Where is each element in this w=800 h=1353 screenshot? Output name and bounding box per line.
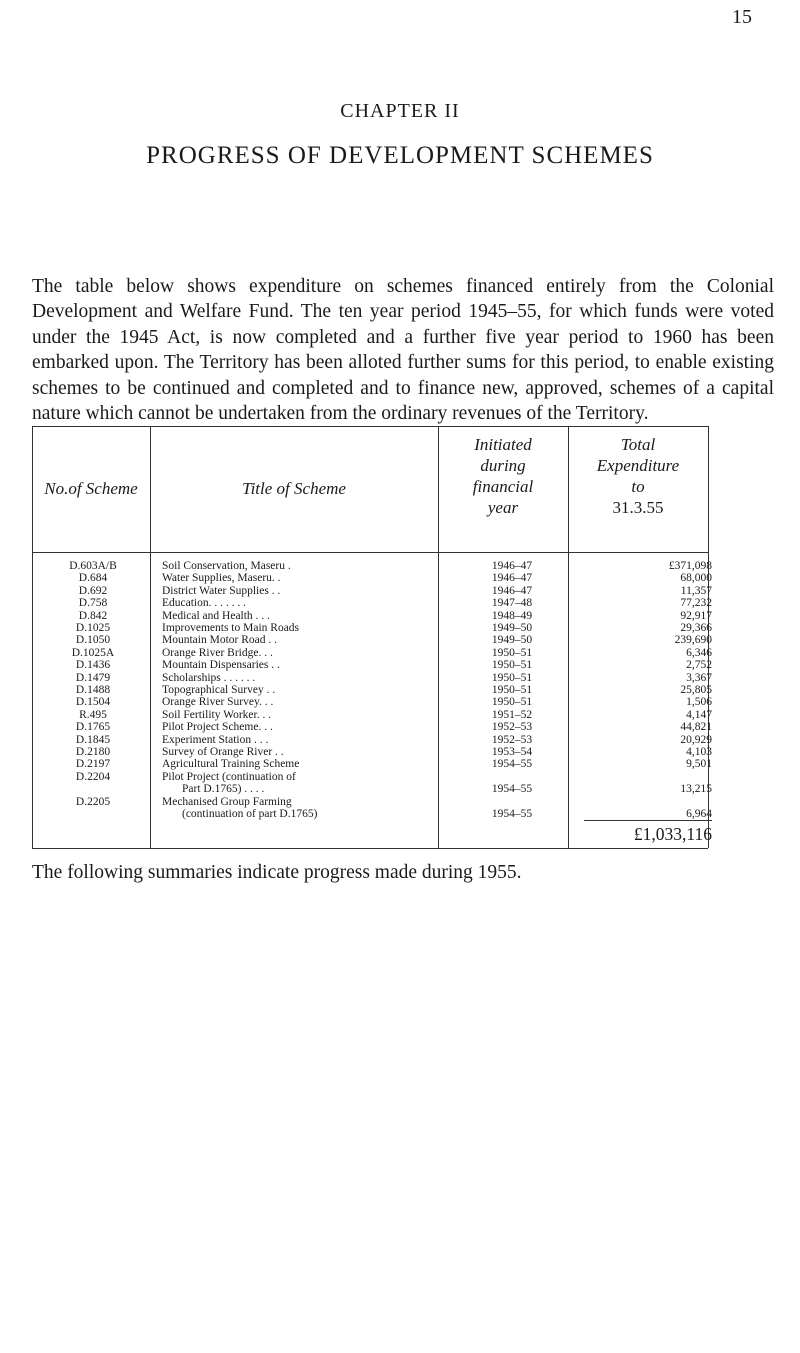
- page-title: PROGRESS OF DEVELOPMENT SCHEMES: [146, 142, 654, 169]
- cell-scheme-no: D.692: [78, 584, 108, 597]
- cell-expenditure: 1,506: [686, 696, 712, 709]
- cell-scheme-title: Education. . . . . . .: [162, 597, 246, 610]
- expenditure-table-continued: [32, 426, 778, 850]
- cell-scheme-title: Experiment Station . . .: [162, 733, 269, 746]
- cell-year: 1950–51: [491, 671, 533, 684]
- cell-year: 1950–51: [491, 684, 533, 696]
- cell-year: 1952–53: [491, 733, 533, 746]
- header-exp-line-3: to: [631, 477, 645, 496]
- cell-scheme-no: D.2180: [75, 746, 111, 758]
- cell-expenditure: 29,366: [680, 622, 712, 634]
- cell-scheme-title: (continuation of part D.1765): [182, 808, 318, 820]
- cell-expenditure: 77,232: [680, 597, 712, 610]
- header-year-line-1: Initiated: [474, 435, 532, 454]
- cell-year: 1949–50: [491, 622, 533, 634]
- cell-scheme-title: Pilot Project Scheme. . .: [162, 721, 273, 734]
- cell-scheme-title: Soil Conservation, Maseru .: [162, 560, 291, 572]
- cell-year: 1950–51: [491, 659, 533, 672]
- header-exp-line-1: Total: [620, 435, 656, 454]
- cell-scheme-title: Orange River Survey. . .: [162, 696, 274, 709]
- cell-scheme-no: D.1025: [75, 622, 111, 634]
- cell-expenditure: 11,357: [680, 584, 712, 597]
- cell-expenditure: 25,805: [680, 684, 712, 696]
- cell-scheme-title: Water Supplies, Maseru. .: [162, 572, 281, 585]
- cell-scheme-title: Soil Fertility Worker. . .: [162, 708, 272, 721]
- cell-scheme-no: D.758: [78, 597, 108, 610]
- cell-scheme-no: D.603A/B: [69, 560, 117, 572]
- cell-scheme-no: D.1845: [75, 733, 111, 746]
- cell-scheme-no: D.684: [78, 572, 108, 585]
- cell-expenditure: 9,501: [686, 758, 712, 771]
- cell-scheme-title: District Water Supplies . .: [162, 584, 281, 597]
- cell-expenditure: 68,000: [680, 572, 712, 585]
- cell-scheme-no: D.2204: [75, 770, 111, 783]
- cell-scheme-no: D.1488: [75, 684, 111, 696]
- cell-expenditure: 4,147: [686, 708, 712, 721]
- page-number: 15: [732, 6, 752, 28]
- cell-expenditure: £371,098: [668, 560, 712, 572]
- cell-scheme-title: Orange River Bridge. . .: [162, 646, 273, 659]
- cell-scheme-no: D.1504: [75, 696, 111, 709]
- header-exp-line-4: 31.3.55: [612, 498, 664, 517]
- header-exp-line-2: Expenditure: [596, 456, 680, 475]
- header-year-line-2: during: [480, 456, 526, 475]
- cell-scheme-no: D.2205: [75, 795, 111, 808]
- cell-scheme-title: Scholarships . . . . . .: [162, 671, 256, 684]
- cell-scheme-no: D.1479: [75, 671, 111, 684]
- header-year-line-3: financial: [472, 477, 534, 496]
- cell-scheme-title: Part D.1765) . . . .: [182, 783, 265, 796]
- cell-expenditure: 239,690: [674, 634, 712, 647]
- cell-scheme-title: Medical and Health . . .: [162, 609, 270, 622]
- cell-scheme-title: Mechanised Group Farming: [162, 795, 292, 808]
- header-year-line-4: year: [487, 498, 519, 517]
- cell-year: 1947–48: [491, 597, 533, 610]
- cell-year: 1953–54: [491, 746, 533, 758]
- header-scheme-no: No.of Scheme: [44, 479, 138, 498]
- cell-scheme-no: D.2197: [75, 758, 111, 771]
- closing-paragraph: The following summaries indicate progress made during 1955.: [32, 862, 522, 883]
- cell-expenditure: 6,346: [686, 646, 712, 659]
- cell-scheme-title: Pilot Project (continuation of: [162, 770, 296, 783]
- cell-year: 1946–47: [491, 572, 533, 585]
- cell-year: 1946–47: [491, 560, 533, 572]
- cell-scheme-title: Agricultural Training Scheme: [162, 758, 300, 771]
- cell-year: 1950–51: [491, 696, 533, 709]
- cell-scheme-no: D.1025A: [71, 646, 115, 659]
- cell-year: 1946–47: [491, 584, 533, 597]
- cell-year: 1951–52: [491, 708, 533, 721]
- cell-scheme-no: D.1436: [75, 659, 111, 672]
- cell-year: 1954–55: [491, 783, 533, 796]
- header-scheme-title: Title of Scheme: [242, 479, 346, 498]
- cell-scheme-title: Survey of Orange River . .: [162, 746, 284, 758]
- cell-expenditure: 44,821: [680, 721, 712, 734]
- cell-year: 1952–53: [491, 721, 533, 734]
- cell-scheme-no: D.1765: [75, 721, 111, 734]
- cell-year: 1949–50: [491, 634, 533, 647]
- cell-expenditure: 3,367: [686, 671, 712, 684]
- intro-paragraph: The table below shows expenditure on schemes financed entirely from the Colonial Development and Welfare Fund. The ten year period 1945–55, for which funds were voted under the 1945 Act, is now completed and a further five year period to 1960 has been embarked upon. The Territory has been alloted further sums for this period, to enable existing schemes to be continued and completed and to finance new, approved, schemes of a capital nature which cannot be undertaken from the ordinary revenues of the Territory.: [32, 275, 774, 425]
- cell-expenditure: 4,103: [686, 746, 712, 758]
- cell-scheme-title: Improvements to Main Roads: [162, 622, 300, 634]
- cell-expenditure: 6,964: [686, 808, 712, 820]
- cell-scheme-no: R.495: [79, 708, 107, 721]
- table-total: £1,033,116: [633, 824, 712, 844]
- cell-scheme-no: D.1050: [75, 634, 111, 647]
- cell-year: 1948–49: [491, 609, 533, 622]
- cell-year: 1954–55: [491, 758, 533, 771]
- cell-expenditure: 20,929: [680, 733, 712, 746]
- cell-scheme-no: D.842: [78, 609, 108, 622]
- cell-expenditure: 13,215: [680, 783, 712, 796]
- cell-scheme-title: Mountain Dispensaries . .: [162, 659, 280, 672]
- cell-year: 1950–51: [491, 646, 533, 659]
- chapter-heading: CHAPTER II: [340, 100, 460, 122]
- cell-expenditure: 2,752: [686, 659, 712, 672]
- cell-scheme-title: Topographical Survey . .: [162, 684, 276, 696]
- cell-scheme-title: Mountain Motor Road . .: [162, 634, 277, 647]
- cell-year: 1954–55: [491, 808, 533, 820]
- cell-expenditure: 92,917: [680, 609, 712, 622]
